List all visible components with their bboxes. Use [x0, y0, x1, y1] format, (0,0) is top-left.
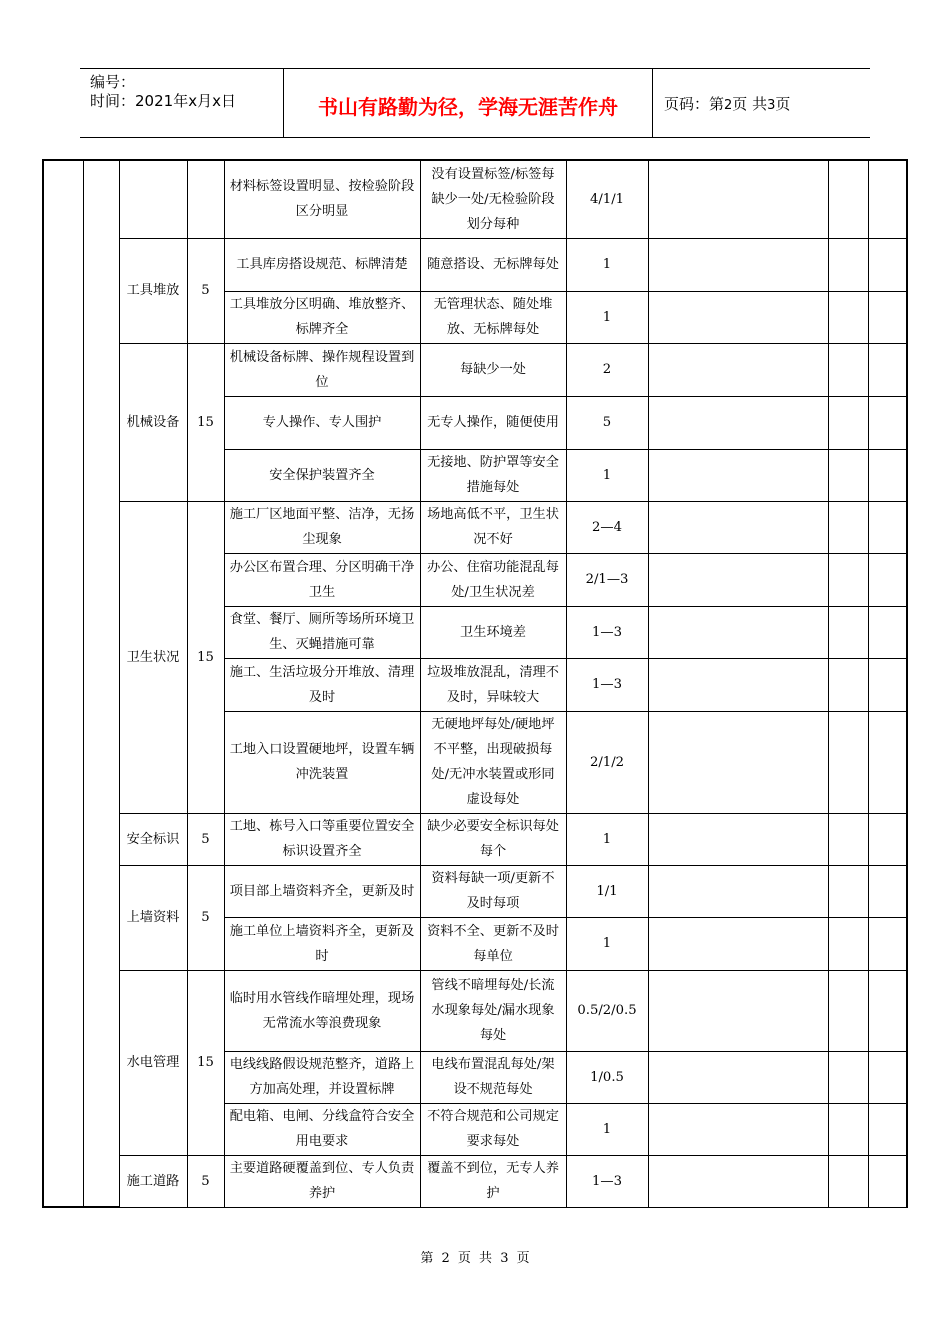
- deduction-cell: 无管理状态、随处堆放、无标牌每处: [420, 291, 566, 343]
- header-page-number: 页码：第2页 共3页: [664, 95, 791, 113]
- category-score-cell: 5: [187, 1155, 224, 1207]
- standard-cell: 工地、栋号入口等重要位置安全标识设置齐全: [224, 813, 420, 865]
- result-cell: [648, 970, 828, 1051]
- points-cell: 1: [566, 291, 648, 343]
- standard-cell: 工地入口设置硬地坪，设置车辆冲洗装置: [224, 711, 420, 813]
- extra-cell-1: [828, 1051, 868, 1103]
- extra-cell-2: [868, 160, 907, 238]
- category-cell: 工具堆放: [119, 238, 187, 343]
- time-label: 时间：: [90, 92, 136, 110]
- category-cell: 卫生状况: [119, 501, 187, 813]
- extra-cell-1: [828, 1103, 868, 1155]
- extra-cell-1: [828, 501, 868, 553]
- extra-cell-2: [868, 501, 907, 553]
- result-cell: [648, 553, 828, 606]
- points-cell: 1/1: [566, 865, 648, 917]
- extra-cell-2: [868, 343, 907, 396]
- result-cell: [648, 813, 828, 865]
- extra-cell-2: [868, 1051, 907, 1103]
- standard-cell: 项目部上墙资料齐全，更新及时: [224, 865, 420, 917]
- points-cell: 5: [566, 396, 648, 449]
- points-cell: 2/1/2: [566, 711, 648, 813]
- result-cell: [648, 501, 828, 553]
- category-score-cell: 5: [187, 238, 224, 343]
- inspection-table: [42, 159, 908, 1208]
- category-cell: 水电管理: [119, 970, 187, 1155]
- table-row: [43, 813, 907, 865]
- extra-cell-1: [828, 553, 868, 606]
- category-score-cell: 15: [187, 501, 224, 813]
- extra-cell-1: [828, 606, 868, 658]
- category-score-cell: 15: [187, 343, 224, 501]
- points-cell: 1—3: [566, 606, 648, 658]
- extra-cell-2: [868, 1155, 907, 1207]
- category-cell: 施工道路: [119, 1155, 187, 1207]
- result-cell: [648, 865, 828, 917]
- category-score-cell: [187, 160, 224, 238]
- deduction-cell: 场地高低不平，卫生状况不好: [420, 501, 566, 553]
- extra-cell-2: [868, 396, 907, 449]
- standard-cell: 专人操作、专人围护: [224, 396, 420, 449]
- extra-cell-2: [868, 711, 907, 813]
- extra-cell-2: [868, 291, 907, 343]
- extra-cell-1: [828, 160, 868, 238]
- header-page-total: 3: [767, 98, 776, 113]
- extra-cell-2: [868, 658, 907, 711]
- extra-cell-2: [868, 813, 907, 865]
- header-meta: [90, 73, 236, 111]
- standard-cell: 施工单位上墙资料齐全，更新及时: [224, 917, 420, 970]
- result-cell: [648, 606, 828, 658]
- points-cell: 4/1/1: [566, 160, 648, 238]
- deduction-cell: 无专人操作，随便使用: [420, 396, 566, 449]
- deduction-cell: 没有设置标签/标签每缺少一处/无检验阶段划分每种: [420, 160, 566, 238]
- points-cell: 2—4: [566, 501, 648, 553]
- points-cell: 1: [566, 917, 648, 970]
- category-cell: [119, 160, 187, 238]
- category-cell: 安全标识: [119, 813, 187, 865]
- serial-label: 编号：: [90, 73, 136, 91]
- extra-cell-1: [828, 658, 868, 711]
- extra-cell-1: [828, 711, 868, 813]
- points-cell: 1: [566, 813, 648, 865]
- points-cell: 1—3: [566, 658, 648, 711]
- result-cell: [648, 917, 828, 970]
- page-footer: 第 2 页 共 3 页: [420, 1251, 530, 1266]
- points-cell: 1—3: [566, 1155, 648, 1207]
- deduction-cell: 电线布置混乱每处/架设不规范每处: [420, 1051, 566, 1103]
- extra-cell-2: [868, 553, 907, 606]
- standard-cell: 工具堆放分区明确、堆放整齐、标牌齐全: [224, 291, 420, 343]
- extra-cell-1: [828, 865, 868, 917]
- table-row: [43, 865, 907, 917]
- deduction-cell: 资料不全、更新不及时每单位: [420, 917, 566, 970]
- deduction-cell: 卫生环境差: [420, 606, 566, 658]
- table-row: [43, 343, 907, 396]
- result-cell: [648, 658, 828, 711]
- result-cell: [648, 711, 828, 813]
- points-cell: 2: [566, 343, 648, 396]
- deduction-cell: 无硬地坪每处/硬地坪不平整，出现破损每处/无冲水装置或形同虚设每处: [420, 711, 566, 813]
- result-cell: [648, 1051, 828, 1103]
- time-line: [90, 92, 236, 111]
- deduction-cell: 随意搭设、无标牌每处: [420, 238, 566, 291]
- category-cell: 上墙资料: [119, 865, 187, 970]
- standard-cell: 主要道路硬覆盖到位、专人负责养护: [224, 1155, 420, 1207]
- deduction-cell: 缺少必要安全标识每处每个: [420, 813, 566, 865]
- deduction-cell: 管线不暗埋每处/长流水现象每处/漏水现象每处: [420, 970, 566, 1051]
- standard-cell: 配电箱、电闸、分线盒符合安全用电要求: [224, 1103, 420, 1155]
- table-row: [43, 238, 907, 291]
- deduction-cell: 覆盖不到位，无专人养护: [420, 1155, 566, 1207]
- extra-cell-1: [828, 917, 868, 970]
- result-cell: [648, 396, 828, 449]
- table-row: [43, 501, 907, 553]
- blank-column-1: [43, 160, 83, 1207]
- extra-cell-1: [828, 449, 868, 501]
- header-motto: 书山有路勤为径，学海无涯苦作舟: [283, 69, 653, 137]
- category-score-cell: 5: [187, 813, 224, 865]
- header-page-current: 2: [724, 98, 733, 113]
- result-cell: [648, 160, 828, 238]
- deduction-cell: 不符合规范和公司规定要求每处: [420, 1103, 566, 1155]
- extra-cell-2: [868, 865, 907, 917]
- footer-page-total: 3: [500, 1251, 509, 1266]
- standard-cell: 电线线路假设规范整齐，道路上方加高处理，并设置标牌: [224, 1051, 420, 1103]
- standard-cell: 食堂、餐厅、厕所等场所环境卫生、灭蝇措施可靠: [224, 606, 420, 658]
- result-cell: [648, 343, 828, 396]
- page-header: [80, 68, 870, 138]
- extra-cell-1: [828, 343, 868, 396]
- result-cell: [648, 238, 828, 291]
- category-score-cell: 15: [187, 970, 224, 1155]
- extra-cell-1: [828, 813, 868, 865]
- result-cell: [648, 1155, 828, 1207]
- extra-cell-2: [868, 449, 907, 501]
- category-cell: 机械设备: [119, 343, 187, 501]
- standard-cell: 临时用水管线作暗埋处理，现场无常流水等浪费现象: [224, 970, 420, 1051]
- points-cell: 1: [566, 449, 648, 501]
- table-row: [43, 160, 907, 238]
- points-cell: 1/0.5: [566, 1051, 648, 1103]
- extra-cell-1: [828, 396, 868, 449]
- table-row: [43, 970, 907, 1051]
- blank-column-2: [83, 160, 119, 1207]
- deduction-cell: 资料每缺一项/更新不及时每项: [420, 865, 566, 917]
- result-cell: [648, 291, 828, 343]
- deduction-cell: 办公、住宿功能混乱每处/卫生状况差: [420, 553, 566, 606]
- points-cell: 2/1—3: [566, 553, 648, 606]
- standard-cell: 安全保护装置齐全: [224, 449, 420, 501]
- category-score-cell: 5: [187, 865, 224, 970]
- extra-cell-2: [868, 917, 907, 970]
- table-row: [43, 1155, 907, 1207]
- points-cell: 1: [566, 238, 648, 291]
- result-cell: [648, 1103, 828, 1155]
- points-cell: 0.5/2/0.5: [566, 970, 648, 1051]
- extra-cell-2: [868, 1103, 907, 1155]
- standard-cell: 办公区布置合理、分区明确干净卫生: [224, 553, 420, 606]
- extra-cell-1: [828, 291, 868, 343]
- time-value: 2021年x月x日: [135, 92, 236, 110]
- deduction-cell: 每缺少一处: [420, 343, 566, 396]
- standard-cell: 工具库房搭设规范、标牌清楚: [224, 238, 420, 291]
- extra-cell-1: [828, 1155, 868, 1207]
- extra-cell-2: [868, 606, 907, 658]
- deduction-cell: 垃圾堆放混乱，清理不及时，异味较大: [420, 658, 566, 711]
- points-cell: 1: [566, 1103, 648, 1155]
- standard-cell: 施工厂区地面平整、洁净，无扬尘现象: [224, 501, 420, 553]
- deduction-cell: 无接地、防护罩等安全措施每处: [420, 449, 566, 501]
- extra-cell-2: [868, 238, 907, 291]
- extra-cell-2: [868, 970, 907, 1051]
- standard-cell: 材料标签设置明显、按检验阶段区分明显: [224, 160, 420, 238]
- standard-cell: 施工、生活垃圾分开堆放、清理及时: [224, 658, 420, 711]
- extra-cell-1: [828, 970, 868, 1051]
- footer-page-current: 2: [441, 1251, 450, 1266]
- extra-cell-1: [828, 238, 868, 291]
- result-cell: [648, 449, 828, 501]
- standard-cell: 机械设备标牌、操作规程设置到位: [224, 343, 420, 396]
